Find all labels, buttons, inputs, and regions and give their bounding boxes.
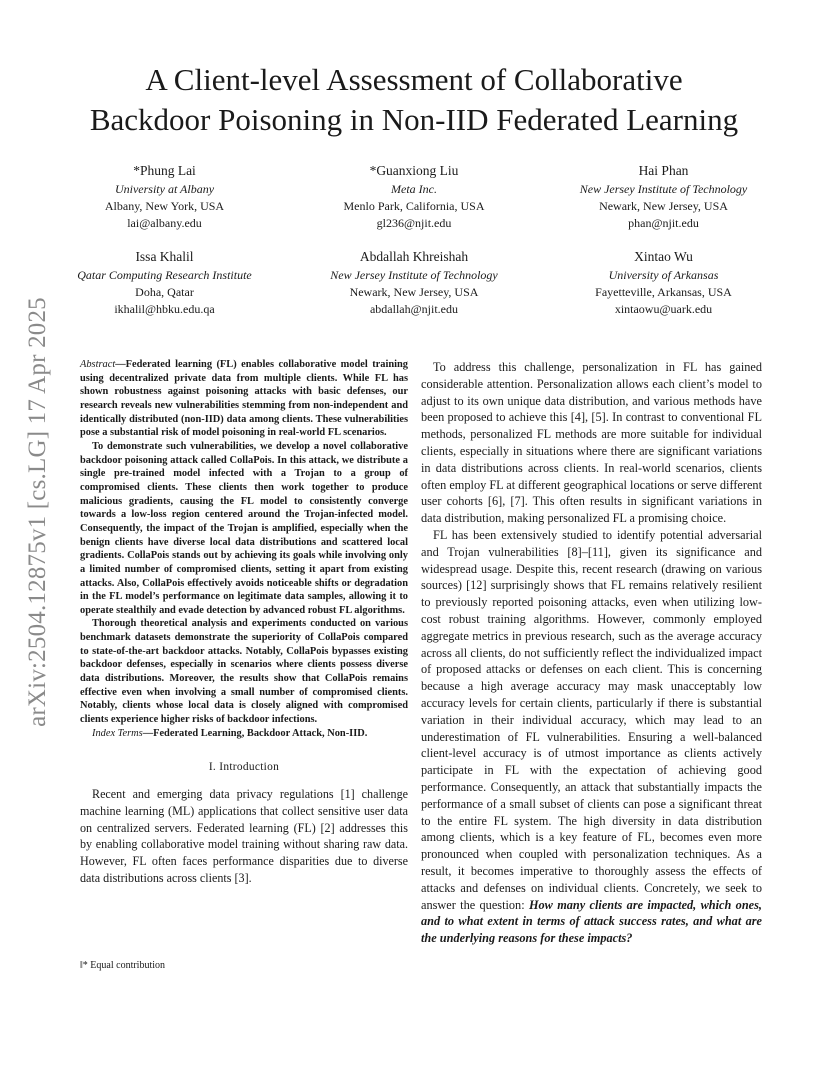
author-location: Newark, New Jersey, USA (349, 285, 479, 299)
arxiv-identifier: arXiv:2504.12875v1 [cs.LG] 17 Apr 2025 (24, 297, 51, 727)
author-card (539, 161, 788, 232)
section-heading: I. Introduction (208, 761, 280, 774)
arxiv-sidebar (16, 262, 60, 762)
research-question: How many clients are impacted, which ones, and to what extent in terms of attack success rates, and what are the underlying reasons for these impacts? (421, 897, 762, 946)
author-location: Newark, New Jersey, USA (599, 199, 728, 213)
intro-paragraph-1: Recent and emerging data privacy regulations [1] challenge machine learning (ML) applications that collect sensitive user data on centralized servers. Federated learning (FL) [2] addresses this by enabling collaborative model training without sharing raw data. However, FL often faces performance disparities due to diverse data distributions across clients [3]. (80, 786, 408, 885)
right-column (421, 359, 762, 947)
title-line-2: Backdoor Poisoning in Non-IID Federated Learning (89, 102, 739, 137)
author-name: Xintao Wu (634, 249, 693, 264)
author-affiliation: University at Albany (114, 182, 215, 196)
author-affiliation: University of Arkansas (608, 268, 719, 282)
abstract-paragraph-1: Abstract—Federated learning (FL) enables collaborative model training using decentralized private data from multiple clients. While FL has shown robustness against poisoning attacks with basic defenses, our research reveals new vulnerabilities stemming from non-independent and identically distributed (non-IID) data among clients. These vulnerabilities pose a substantial risk of model poisoning in real-world FL scenarios. (80, 359, 408, 439)
author-row-2 (40, 247, 788, 318)
author-location: Menlo Park, California, USA (343, 199, 485, 213)
author-card (40, 247, 289, 318)
title-line-1: A Client-level Assessment of Collaborative (145, 62, 683, 97)
author-affiliation: Meta Inc. (391, 182, 437, 196)
abstract-paragraph-2: To demonstrate such vulnerabilities, we develop a novel collaborative backdoor poisoning attack called CollaPois. In this attack, we distribute a single pre-trained model infected with a Trojan to a group of compromised clients. These clients then work together to produce malicious gradients, causing the FL model to consistently converge towards a low-loss region centered around the Trojan-infected model. Consequently, the impact of the Trojan is amplified, especially when the benign clients have diverse local data distributions and scattered local gradients. CollaPois stands out by achieving its goals while involving only a limited number of compromised clients, setting it apart from existing attacks. Also, CollaPois effectively avoids noticeable shifts or degradation in the FL model’s performance on legitimate data samples, allowing it to operate stealthily and evade detection by advanced robust FL algorithms. (80, 440, 408, 616)
footnote: ‖* Equal contribution (80, 960, 166, 971)
author-name: *Phung Lai (133, 163, 196, 178)
author-email: phan@njit.edu (628, 216, 699, 230)
author-affiliation: Qatar Computing Research Institute (77, 268, 252, 282)
index-terms: Index Terms—Federated Learning, Backdoor Attack, Non-IID. (92, 727, 368, 739)
author-email: abdallah@njit.edu (369, 302, 459, 316)
right-paragraph-2: FL has been extensively studied to identify potential adversarial and Trojan vulnerabilities [8]–[11], given its significance and widespread usage. Despite this, recent research (drawing on various sources) [12] surprisingly shows that FL remains relatively resilient to previously reported poisoning attacks, even when utilizing low-cost robust training algorithms. However, commonly employed aggregate metrics in previous research, such as the average accuracy across all clients, do not sufficiently reflect the individualized impact of proposed attacks or defenses on each client. This is concerning because a high average accuracy may mask unacceptably low accuracy levels for certain clients, particularly if there is substantial variation in their individual accuracy, which may lead to an underestimation of FL vulnerabilities. Ensuring a well-balanced client-level accuracy is of utmost importance as clients actively participate in FL with the expectation of achieving good performance. Consequently, an attack that substantially impacts the performance of a small subset of clients can pose a significant threat to the entire FL system. The high diversity in data distribution among clients, which is a key feature of FL, becomes even more pronounced when coupled with personalization techniques. As a result, it becomes imperative to thoroughly assess the effects of attacks and defenses on individual clients. Concretely, we seek to answer the question: How many clients are impacted, which ones, and to what extent in terms of attack success rates, and what are the underlying reasons for these impacts? (421, 527, 762, 946)
author-name: *Guanxiong Liu (369, 163, 459, 178)
abstract-label: Abstract (80, 359, 116, 370)
author-card (290, 247, 539, 318)
author-name: Issa Khalil (135, 249, 194, 264)
intro-body (80, 786, 408, 887)
author-block (40, 161, 788, 333)
author-email: gl236@njit.edu (376, 216, 452, 230)
author-affiliation: New Jersey Institute of Technology (330, 268, 498, 282)
author-affiliation: New Jersey Institute of Technology (579, 182, 748, 196)
abstract (80, 358, 408, 727)
author-card (40, 161, 289, 232)
author-name: Abdallah Khreishah (359, 249, 469, 264)
author-location: Albany, New York, USA (104, 199, 225, 213)
author-email: ikhalil@hbku.edu.qa (114, 302, 215, 316)
abstract-paragraph-3: Thorough theoretical analysis and experiments conducted on various benchmark datasets demonstrate the superiority of CollaPois compared to state-of-the-art backdoor attacks. Notably, CollaPois bypasses existing backdoor defenses, especially in scenarios where clients possess diverse data distributions. Moreover, the results show that CollaPois remains effective even when involving a small number of compromised clients. Notably, clients whose local data is closely aligned with compromised clients experience higher risks of backdoor infections. (80, 618, 408, 726)
author-card (539, 247, 788, 318)
index-terms-label: Index Terms (92, 727, 143, 739)
author-email: lai@albany.edu (127, 216, 202, 230)
author-card (290, 161, 539, 232)
left-column (80, 358, 408, 887)
author-location: Doha, Qatar (135, 285, 194, 299)
author-location: Fayetteville, Arkansas, USA (595, 285, 732, 299)
author-name: Hai Phan (638, 163, 689, 178)
author-row-1 (40, 161, 788, 232)
author-email: xintaowu@uark.edu (614, 302, 713, 316)
paper-title (40, 60, 788, 140)
right-paragraph-1: To address this challenge, personalization in FL has gained considerable attention. Personalization allows each client’s model to adjust to its own unique data distribution, and various methods have been proposed to achieve this [4], [5]. In contrast to conventional FL methods, personalized FL methods are more suitable for individual clients, especially in situations where there are significant variations in data distributions across clients. In real-world scenarios, clients often employ FL at different geographical locations or serve different user cohorts [6], [7]. This often results in significant variations in data distribution, making personalized FL a promising choice. (421, 360, 762, 526)
